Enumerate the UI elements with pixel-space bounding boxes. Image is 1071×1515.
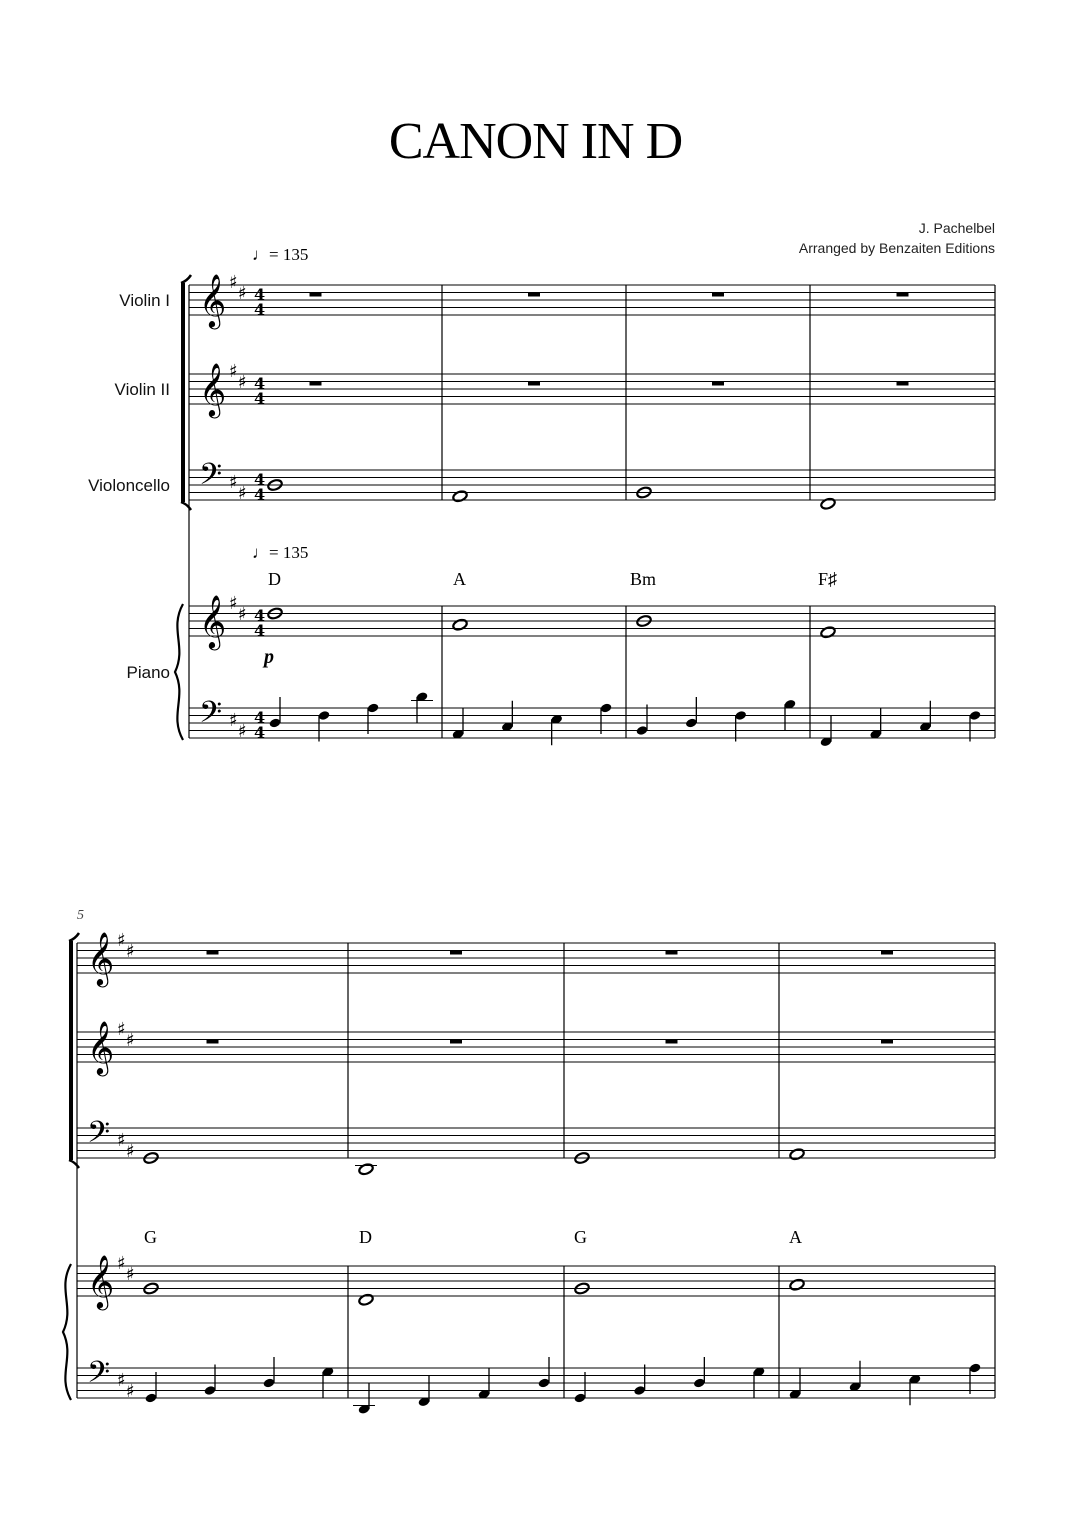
score-title: CANON IN D xyxy=(388,113,683,170)
system-bracket xyxy=(181,283,185,502)
time-signature: 4 xyxy=(254,374,266,393)
time-signature: 4 xyxy=(254,389,266,408)
whole-rest xyxy=(897,293,909,297)
whole-rest xyxy=(528,293,540,297)
system-bracket xyxy=(69,941,73,1160)
sharp-icon: ♯ xyxy=(238,372,247,393)
chord-symbol: F♯ xyxy=(818,569,838,589)
treble-clef-icon: 𝄞 xyxy=(87,931,115,985)
whole-rest xyxy=(897,382,909,386)
bracket-hook xyxy=(69,933,79,941)
time-signature: 4 xyxy=(254,470,266,489)
whole-note xyxy=(789,1148,805,1161)
whole-rest xyxy=(666,951,678,955)
treble-clef-icon: 𝄞 xyxy=(199,362,227,416)
bass-clef-icon: 𝄢 xyxy=(199,458,223,499)
instrument-label-violin-2: Violin II xyxy=(114,380,170,399)
whole-rest xyxy=(881,951,893,955)
chord-symbol: D xyxy=(268,569,281,589)
sharp-icon: ♯ xyxy=(238,721,247,742)
time-signature: 4 xyxy=(254,621,266,640)
chord-symbol: Bm xyxy=(630,569,657,589)
whole-rest xyxy=(666,1040,678,1044)
piano-brace xyxy=(175,604,183,740)
tempo-marking: ♩= 135 xyxy=(252,543,309,562)
tempo-marking: ♩= 135 xyxy=(252,245,309,264)
whole-rest xyxy=(712,382,724,386)
quarter-note-icon: ♩ xyxy=(252,245,269,264)
chord-symbol: G xyxy=(144,1227,157,1247)
arranger: Arranged by Benzaiten Editions xyxy=(798,240,995,256)
sharp-icon: ♯ xyxy=(117,1130,126,1151)
sharp-icon: ♯ xyxy=(126,1264,135,1285)
instrument-label-piano: Piano xyxy=(126,663,170,682)
time-signature: 4 xyxy=(254,606,266,625)
sharp-icon: ♯ xyxy=(229,272,238,293)
piano-brace xyxy=(63,1264,71,1400)
treble-clef-icon: 𝄞 xyxy=(199,594,227,648)
whole-note xyxy=(820,497,836,510)
whole-note xyxy=(358,1163,374,1176)
quarter-note-icon: ♩ xyxy=(252,543,269,562)
whole-note xyxy=(452,490,468,503)
sharp-icon: ♯ xyxy=(117,930,126,951)
sharp-icon: ♯ xyxy=(229,361,238,382)
sharp-icon: ♯ xyxy=(238,604,247,625)
time-signature: 4 xyxy=(254,285,266,304)
bass-clef-icon: 𝄢 xyxy=(199,696,223,737)
whole-rest xyxy=(528,382,540,386)
chord-symbol: A xyxy=(453,569,466,589)
sharp-icon: ♯ xyxy=(229,472,238,493)
treble-clef-icon: 𝄞 xyxy=(199,273,227,327)
chord-symbol: G xyxy=(574,1227,587,1247)
whole-rest xyxy=(310,293,322,297)
chord-symbol: A xyxy=(789,1227,802,1247)
whole-rest xyxy=(450,1040,462,1044)
composer: J. Pachelbel xyxy=(918,220,995,236)
dynamic-marking: p xyxy=(264,646,274,668)
whole-rest xyxy=(207,951,219,955)
whole-rest xyxy=(450,951,462,955)
sharp-icon: ♯ xyxy=(126,1141,135,1162)
treble-clef-icon: 𝄞 xyxy=(87,1254,115,1308)
sharp-icon: ♯ xyxy=(229,593,238,614)
time-signature: 4 xyxy=(254,485,266,504)
time-signature: 4 xyxy=(254,300,266,319)
treble-clef-icon: 𝄞 xyxy=(87,1020,115,1074)
whole-note xyxy=(358,1293,374,1306)
whole-note xyxy=(820,626,836,639)
instrument-label-violin-1: Violin I xyxy=(119,291,170,310)
whole-note xyxy=(789,1278,805,1291)
sharp-icon: ♯ xyxy=(229,710,238,731)
sharp-icon: ♯ xyxy=(238,283,247,304)
sharp-icon: ♯ xyxy=(126,941,135,962)
sharp-icon: ♯ xyxy=(117,1370,126,1391)
sharp-icon: ♯ xyxy=(126,1030,135,1051)
time-signature: 4 xyxy=(254,723,266,742)
bass-clef-icon: 𝄢 xyxy=(87,1116,111,1157)
sharp-icon: ♯ xyxy=(238,483,247,504)
bracket-hook xyxy=(181,275,191,283)
sharp-icon: ♯ xyxy=(117,1253,126,1274)
time-signature: 4 xyxy=(254,708,266,727)
whole-note xyxy=(452,618,468,631)
whole-rest xyxy=(207,1040,219,1044)
instrument-label-violoncello: Violoncello xyxy=(88,476,170,495)
whole-rest xyxy=(881,1040,893,1044)
measure-number: 5 xyxy=(77,908,84,923)
sharp-icon: ♯ xyxy=(126,1381,135,1402)
whole-rest xyxy=(310,382,322,386)
whole-rest xyxy=(712,293,724,297)
bass-clef-icon: 𝄢 xyxy=(87,1356,111,1397)
sharp-icon: ♯ xyxy=(117,1019,126,1040)
chord-symbol: D xyxy=(359,1227,372,1247)
